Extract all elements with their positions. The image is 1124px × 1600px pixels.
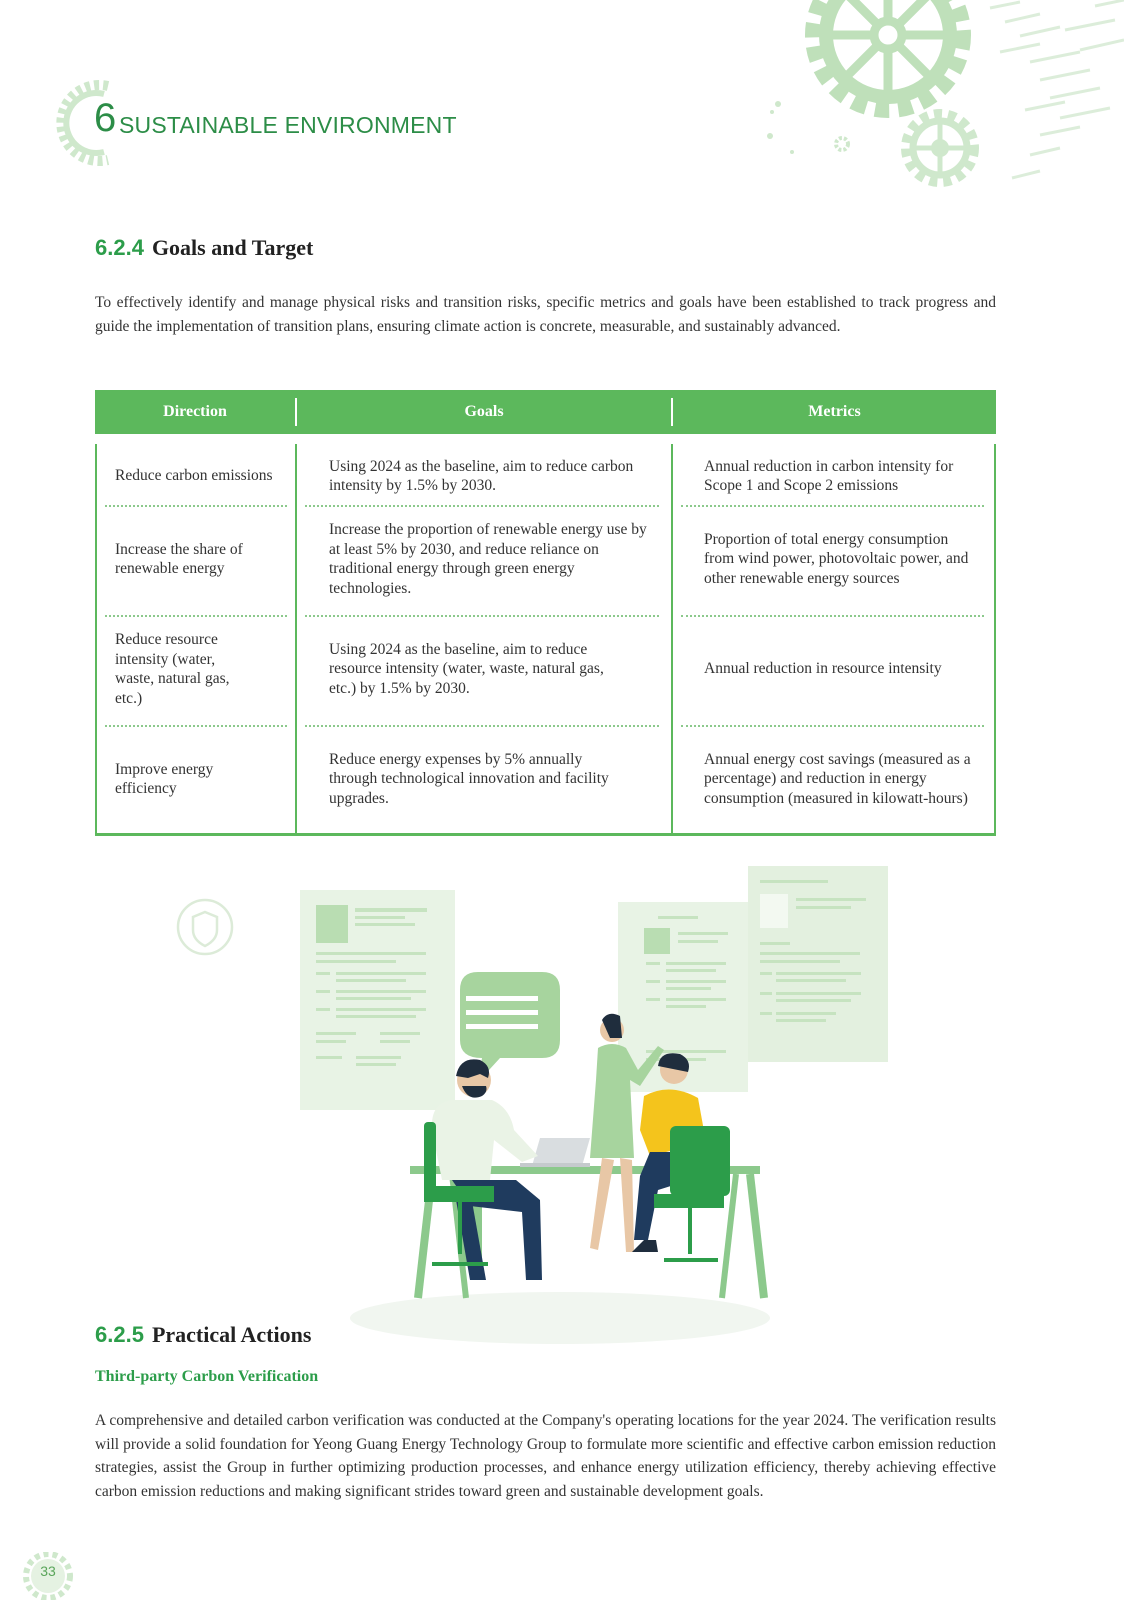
cell-metric: Annual reduction in carbon intensity for Scope 1 and Scope 2 emissions [704,457,954,494]
goals-table-header [95,390,996,434]
shield-icon [178,900,232,954]
cell-goal: Using 2024 as the baseline, aim to reduce carbon intensity by 1.5% by 2030. [329,457,634,494]
column-header-direction: Direction [163,403,227,420]
table-column-divider [295,444,297,833]
section-title: Practical Actions [151,1322,312,1347]
page-number: 33 [40,1563,56,1579]
row-divider [681,505,984,507]
section-6-2-4-heading [95,235,313,261]
section-number: 6.2.4 [95,235,144,260]
cell-metric: Annual energy cost savings (measured as a percentage) and reduction in energy consumption (measured in kilowatt-hours) [704,750,971,807]
row-divider [105,615,287,617]
cell-metric: Proportion of total energy consumption from wind power, photovoltaic power, and other renewable energy sources [704,530,969,587]
section-number: 6.2.5 [95,1322,144,1347]
cell-direction: Reduce carbon emissions [115,467,273,485]
section-6-2-4-intro: To effectively identify and manage physical risks and transition risks, specific metrics and goals have been established to track progress and guide the implementation of transition plans, ensuring climate action is concrete, measurable, and sustainably advanced. [95,294,996,335]
row-divider [681,615,984,617]
section-6-2-5-heading [95,1322,311,1348]
row-divider [681,725,984,727]
cell-direction: Increase the share of renewable energy [115,540,243,577]
column-header-metrics: Metrics [808,403,861,420]
section-title: Goals and Target [151,235,314,260]
subsection-heading: Third-party Carbon Verification [95,1368,319,1385]
table-bottom-rule [95,833,996,836]
cell-metric: Annual reduction in resource intensity [704,660,942,678]
column-header-goals: Goals [464,403,504,420]
row-divider [305,615,659,617]
chapter-title: SUSTAINABLE ENVIRONMENT [119,112,457,138]
row-divider [105,725,287,727]
cell-direction: Reduce resource intensity (water, waste, natural gas, etc.) [115,631,230,707]
row-divider [305,505,659,507]
cell-goal: Using 2024 as the baseline, aim to reduce resource intensity (water, waste, natural gas, etc.) by 1.5% by 2030. [329,640,604,697]
meeting-illustration [170,860,900,1360]
table-border-left [95,444,97,833]
table-column-divider [671,444,673,833]
cell-direction: Improve energy efficiency [115,760,214,797]
section-6-2-5-body: A comprehensive and detailed carbon verification was conducted at the Company's operating locations for the year 2024. The verification results will provide a solid foundation for Yeong Guang Energy Technology Group to formulate more scientific and effective carbon emission reduction strategies, assist the Group in further optimizing production processes, and enhance energy utilization efficiency, thereby achieving effective carbon emission reductions and making significant strides toward green and sustainable development goals. [95,1412,996,1500]
chapter-number: 6 [94,96,117,140]
row-divider [105,505,287,507]
row-divider [305,725,659,727]
cell-goal: Reduce energy expenses by 5% annually through technological innovation and facility upgrades. [329,750,609,807]
cell-goal: Increase the proportion of renewable energy use by at least 5% by 2030, and reduce reliance on traditional energy through green energy technologies. [329,521,647,597]
table-border-right [994,444,996,833]
gear-decoration-icon [740,0,1124,210]
